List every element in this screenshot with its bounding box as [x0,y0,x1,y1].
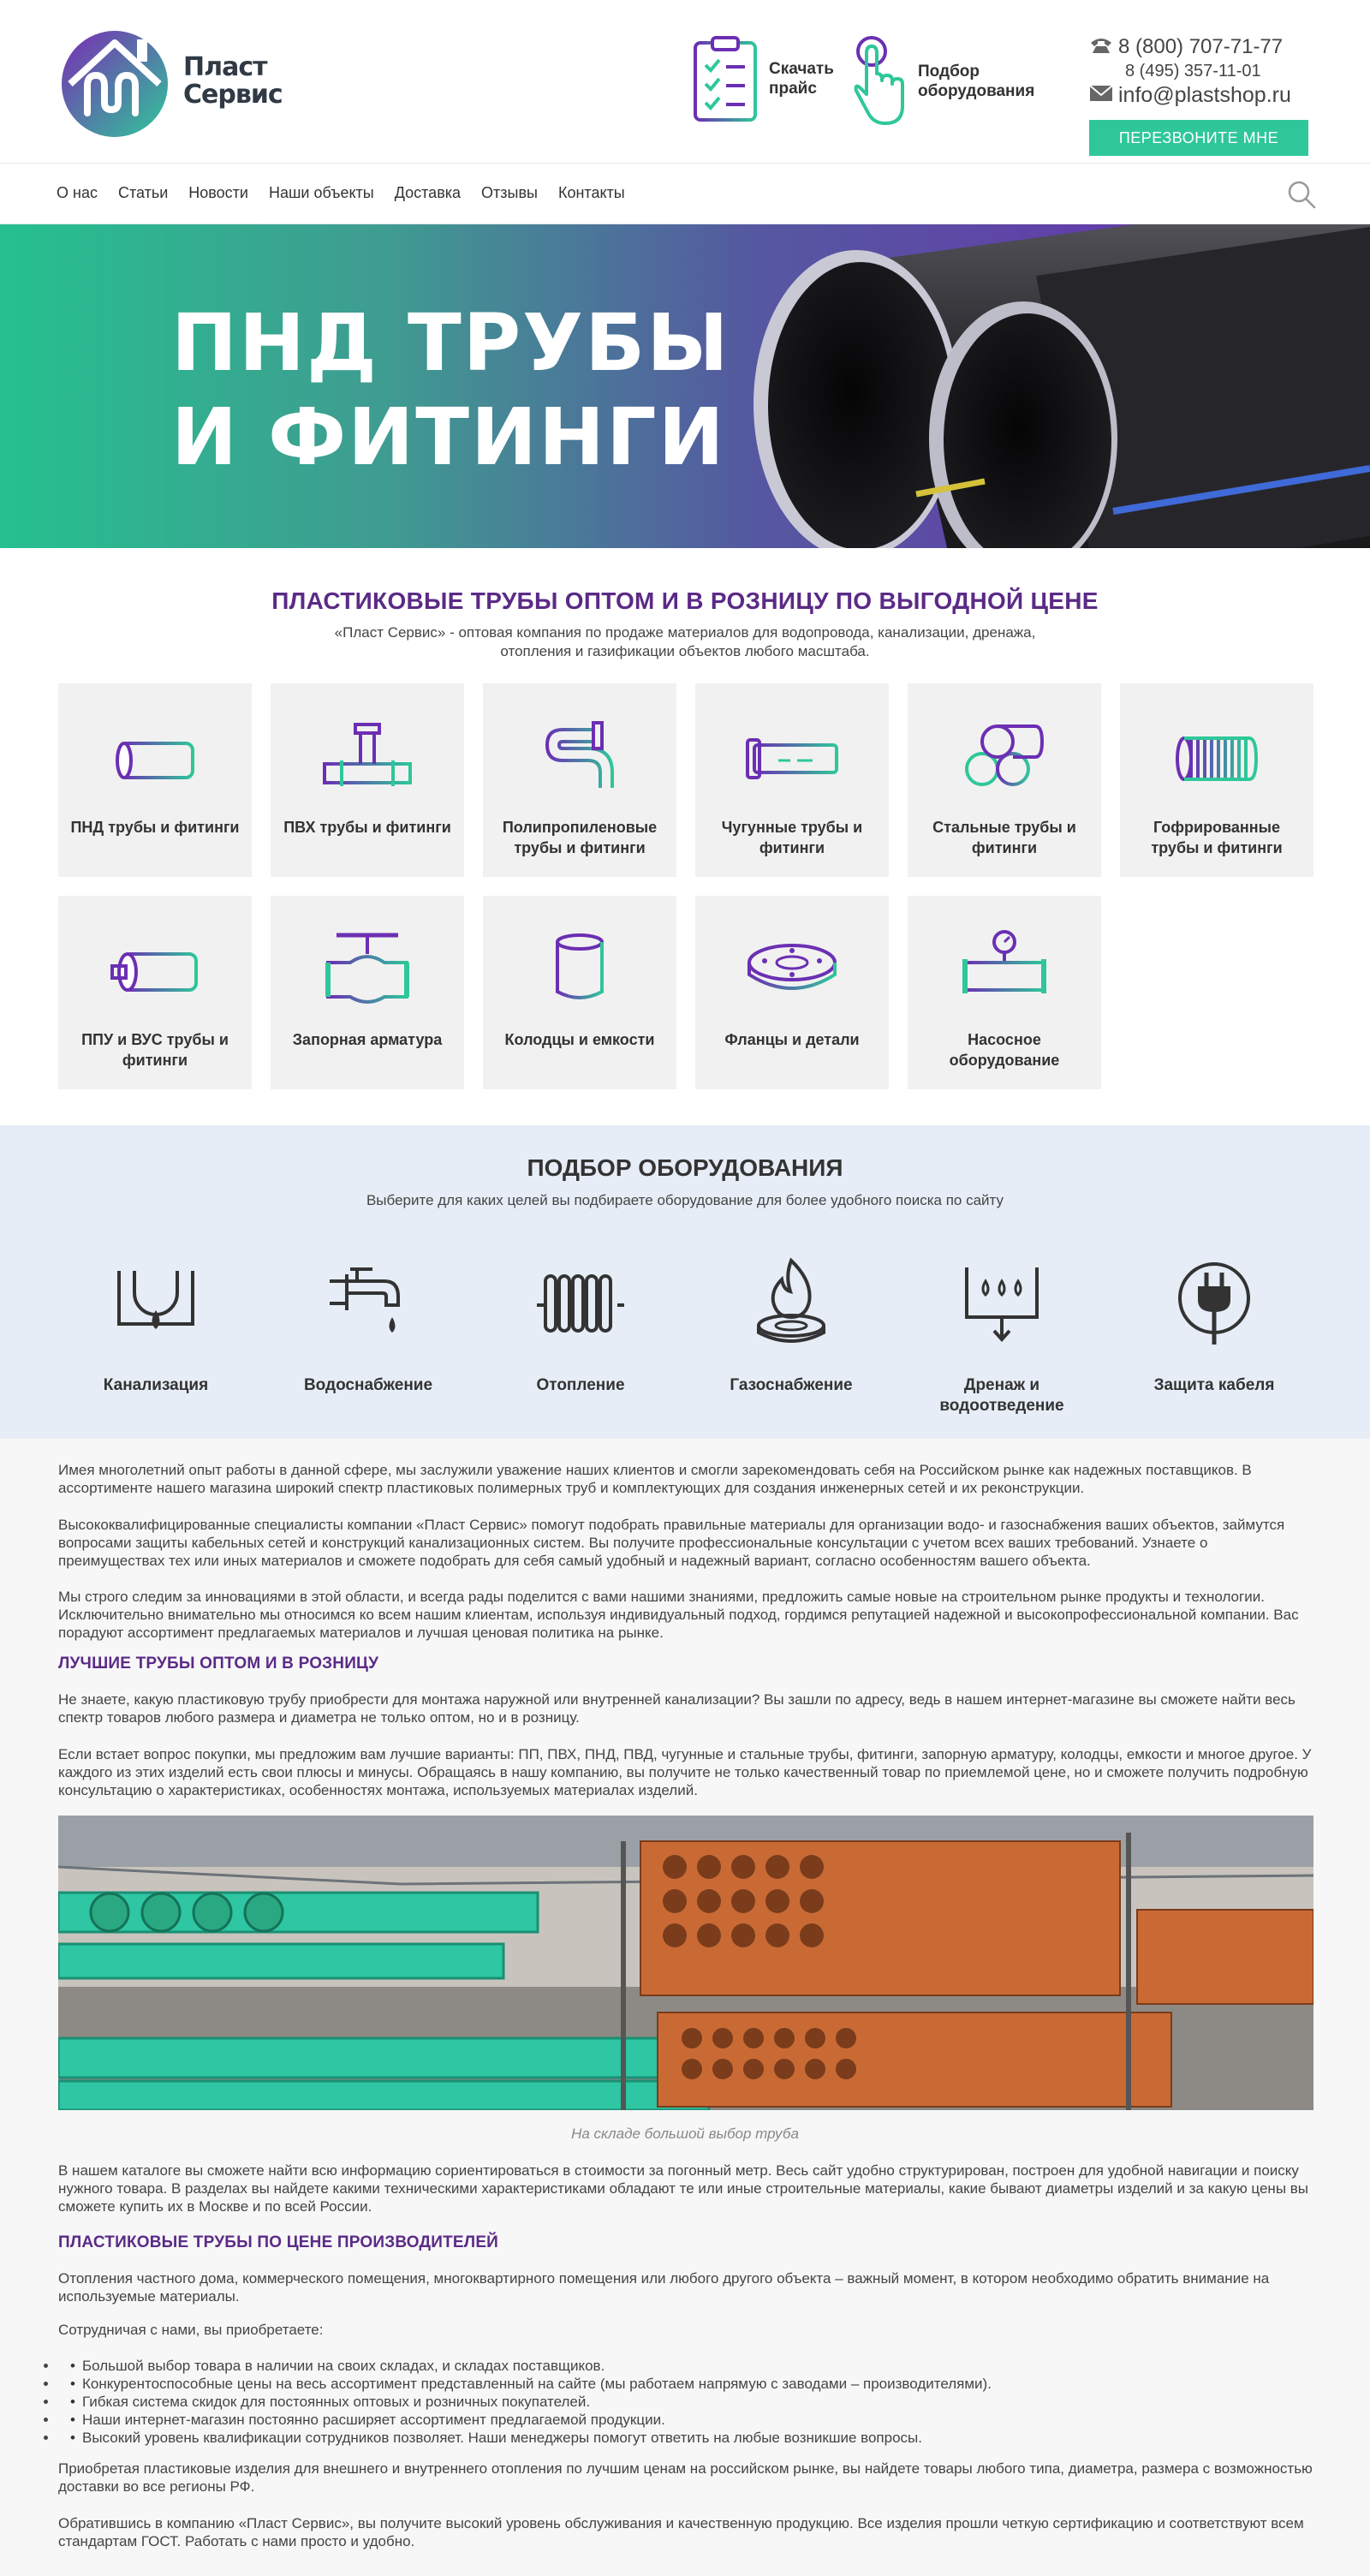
phone-icon [1089,36,1118,59]
equipment-selection-link[interactable] [853,34,1034,128]
phone-main[interactable]: 8 (800) 707-71-77 [1118,35,1284,58]
catalog-subtitle: «Пласт Сервис» - оптовая компания по продаже материалов для водопровода, канализации, дренажа, отопления и газификации объектов любого масштаба. [334,624,1036,659]
article-paragraph-9: Приобретая пластиковые изделия для внешнего и внутреннего отопления по лучшим ценам на российском рынке, вы найдете товары любого типа, диаметра, размера с возможностью доставки во все регионы РФ. [58,2460,1313,2495]
pipe-icon [104,716,206,793]
nav-item-delivery[interactable]: Доставка [394,184,462,201]
sewerage-icon [109,1255,203,1350]
article-paragraph-10: Обратившись в компанию «Пласт Сервис», вы получите высокий уровень обслуживания и качественную продукцию. Все изделия прошли четкую сертификацию и соответствуют всем стандартам ГОСТ. Работать с нами просто и удобно. [58,2515,1304,2549]
clipboard-checklist-icon [692,34,759,123]
corrugated-pipe-icon [1165,716,1268,793]
main-nav [0,163,1370,224]
catalog-item-label: ПНД трубы и фитинги [70,819,240,836]
warehouse-photo [58,1816,1313,2110]
logo-text [183,54,283,109]
catalog-item-label: ПВХ трубы и фитинги [283,819,451,836]
article-paragraph-4: Не знаете, какую пластиковую трубу приобрести для монтажа наружной или внутренней канализации? Вы зашли по адресу, ведь в нашем интернет-магазине вы сможете найти весь спектр товаров любого размера и диаметра не только оптом, но и в розницу. [58,1691,1296,1726]
selection-item-label: Защита кабеля [1153,1376,1275,1394]
catalog-item-label: Насосное оборудование [949,1031,1060,1069]
nav-item-objects[interactable]: Наши объекты [268,184,374,201]
article-paragraph-7: Отопления частного дома, коммерческого помещения, многоквартирного помещения или любого другого объекта – важный момент, в котором необходимо обратить внимание на используемые материалы. [58,2270,1270,2305]
selection-item-heating[interactable] [486,1245,675,1416]
hero-pipes-image [754,224,1370,548]
catalog-item-pnd[interactable] [58,683,252,877]
selection-item-gas[interactable] [697,1245,885,1416]
equipment-selection-section [0,1125,1370,1439]
catalog-item-cast-iron[interactable] [695,683,889,877]
catalog-item-label: Запорная арматура [292,1031,443,1048]
download-label-1: Скачать [769,60,834,78]
selection-subtitle: Выберите для каких целей вы подбираете оборудование для более удобного поиска по сайту [366,1192,1004,1208]
benefit-item: • • Наши интернет-магазин постоянно расширяет ассортимент предлагаемой продукции. [58,2411,1313,2429]
selection-item-label: Газоснабжение [730,1376,853,1394]
article-paragraph-1: Имея многолетний опыт работы в данной сфере, мы заслужили уважение наших клиентов и смогли зарекомендовать себя на Российском рынке как надежных поставщиков. В ассортименте нашего магазина широкий спектр пластиковых полимерных труб и комплектующих для создания инженерных сетей и их реконструкции. [58,1462,1252,1496]
insulated-pipe-icon [104,928,206,1005]
benefit-item: • • Высокий уровень квалификации сотрудников позволяет. Наши менеджеры помогут ответить на любые возникшие вопросы. [58,2429,1313,2447]
flange-icon [741,928,843,1005]
nav-item-contacts[interactable]: Контакты [557,184,625,201]
cast-pipe-icon [741,716,843,793]
phone-second[interactable]: 8 (495) 357-11-01 [1125,62,1261,80]
catalog-item-label: Гофрированные трубы и фитинги [1151,819,1283,856]
article-section [0,1439,1370,2576]
logo-house-icon [58,24,175,139]
hero-banner[interactable] [0,224,1370,548]
download-label-2: прайс [769,80,817,98]
radiator-icon [533,1255,628,1350]
download-price-link[interactable] [692,34,834,123]
benefit-item: • • Большой выбор товара в наличии на своих складах, и складах поставщиков. [58,2357,1313,2375]
selection-item-label: Канализация [103,1376,209,1394]
site-header [0,0,1370,163]
contact-block [1089,34,1320,108]
catalog-item-ppu[interactable] [58,896,252,1089]
catalog-item-label: Колодцы и емкости [504,1031,655,1048]
catalog-item-label: Полипропиленовые трубы и фитинги [502,819,658,856]
selection-title: ПОДБОР ОБОРУДОВАНИЯ [527,1154,843,1181]
selection-item-cable[interactable] [1120,1245,1308,1416]
catalog-item-pumps[interactable] [908,896,1101,1089]
valve-icon [316,928,419,1005]
hero-line-1: ПНД ТРУБЫ [171,297,730,389]
logo-line-1: Пласт [183,52,267,82]
selection-item-label: Отопление [536,1376,625,1394]
selection-item-label: Дренаж и водоотведение [939,1376,1064,1415]
catalog-item-label: Чугунные трубы и фитинги [721,819,863,856]
selection-item-label: Водоснабжение [303,1376,433,1394]
benefit-item: • • Гибкая система скидок для постоянных оптовых и розничных покупателей. [58,2393,1313,2411]
pump-gauge-icon [953,928,1056,1005]
article-paragraph-5: Если встает вопрос покупки, мы предложим вам лучшие варианты: ПП, ПВХ, ПНД, ПВД, чугунные и стальные трубы, фитинги, запорную арматуру, колодцы, емкости и многое другое. У каждого из этих изделий есть свои плюсы и минусы. Обращаясь в нашу компанию, вы получите не только качественный товар по приемлемой цене, но и сможете получить подробную консультацию о характеристиках, особенностях монтажа, используемых материалах изделий. [58,1746,1312,1798]
catalog-item-pvh[interactable] [271,683,464,877]
selection-label-1: Подбор [918,63,980,80]
benefit-item: • • Конкурентоспособные цены на весь ассортимент представленный на сайте (мы работаем напрямую с заводами – производителями). [58,2375,1313,2393]
selection-item-water[interactable] [274,1245,462,1416]
article-paragraph-2: Высококвалифицированные специалисты компании «Пласт Сервис» помогут подобрать правильные материалы для организации водо- и газоснабжения ваших объектов, займутся вопросами защиты кабельных сетей и конструкций канализационных систем. Вы получите профессиональные консультации с учетом всех ваших требований. Узнаете о преимуществах тех или иных материалов и сможете подобрать для себя самый удобный и надежный вариант, согласно особенностям вашего объекта. [58,1517,1285,1569]
nav-item-articles[interactable]: Статьи [117,184,169,201]
benefits-list [58,2357,1313,2447]
callback-button[interactable]: ПЕРЕЗВОНИТЕ МНЕ [1089,120,1308,156]
gas-flame-icon [744,1255,838,1350]
catalog-item-label: Стальные трубы и фитинги [932,819,1076,856]
catalog-item-steel[interactable] [908,683,1101,877]
drainage-icon [955,1255,1049,1350]
nav-item-reviews[interactable]: Отзывы [481,184,538,201]
plug-icon [1167,1255,1261,1350]
pipe-elbow-icon [528,716,631,793]
catalog-item-valves[interactable] [271,896,464,1089]
selection-item-sewerage[interactable] [62,1245,250,1416]
catalog-item-wells[interactable] [483,896,676,1089]
tank-icon [528,928,631,1005]
catalog-item-flanges[interactable] [695,896,889,1089]
article-paragraph-6: В нашем каталоге вы сможете найти всю информацию сориентироваться в стоимости за погонный метр. Весь сайт удобно структурирован, построен для удобной навигации и поиску нужного товара. В разделах вы найдете какими техническими характеристиками обладают те или иные строительные материалы, какие бывают диаметры изделий и за какую цены вы сможете купить их в Москве и по всей России. [58,2162,1309,2215]
logo-line-2: Сервис [183,80,283,110]
search-icon [1284,177,1319,212]
site-logo[interactable] [58,24,298,139]
selection-label-2: оборудования [918,82,1035,100]
email-link[interactable]: info@plastshop.ru [1118,82,1291,107]
heading-best-pipes: ЛУЧШИЕ ТРУБЫ ОПТОМ И В РОЗНИЦУ [58,1655,379,1673]
hero-title [171,296,730,485]
heading-manufacturer-prices: ПЛАСТИКОВЫЕ ТРУБЫ ПО ЦЕНЕ ПРОИЗВОДИТЕЛЕЙ [58,2233,499,2251]
hero-line-2: И ФИТИНГИ [171,391,726,483]
catalog-item-corrugated[interactable] [1120,683,1313,877]
article-paragraph-8: Сотрудничая с нами, вы приобретаете: [58,2322,324,2338]
catalog-item-label: Фланцы и детали [724,1031,860,1048]
mail-icon [1089,85,1118,106]
photo-caption: На складе большой выбор труба [571,2126,799,2142]
nav-item-about[interactable]: О нас [57,184,98,201]
pipe-tee-icon [316,716,419,793]
catalog-title: ПЛАСТИКОВЫЕ ТРУБЫ ОПТОМ И В РОЗНИЦУ ПО ВЫГОДНОЙ ЦЕНЕ [271,587,1099,614]
catalog-item-pp[interactable] [483,683,676,877]
catalog-item-label: ППУ и ВУС трубы и фитинги [81,1031,229,1069]
search-button[interactable] [1284,177,1319,212]
nav-item-news[interactable]: Новости [188,184,248,201]
faucet-icon [321,1255,415,1350]
hand-pointer-icon [853,34,908,128]
article-paragraph-3: Мы строго следим за инновациями в этой области, и всегда рады поделится с вами нашими знаниями, предложить самые новые на строительном рынке продукты и технологии. Исключительно внимательно мы относимся ко всем нашим клиентам, используя индивидуальный подход, гордимся репутацией надежной и высокопрофессиональной компании. Вас порадуют ассортимент предлагаемых материалов и лучшая ценовая политика на рынке. [58,1589,1299,1641]
stacked-pipes-icon [953,716,1056,793]
selection-item-drainage[interactable] [908,1245,1096,1416]
